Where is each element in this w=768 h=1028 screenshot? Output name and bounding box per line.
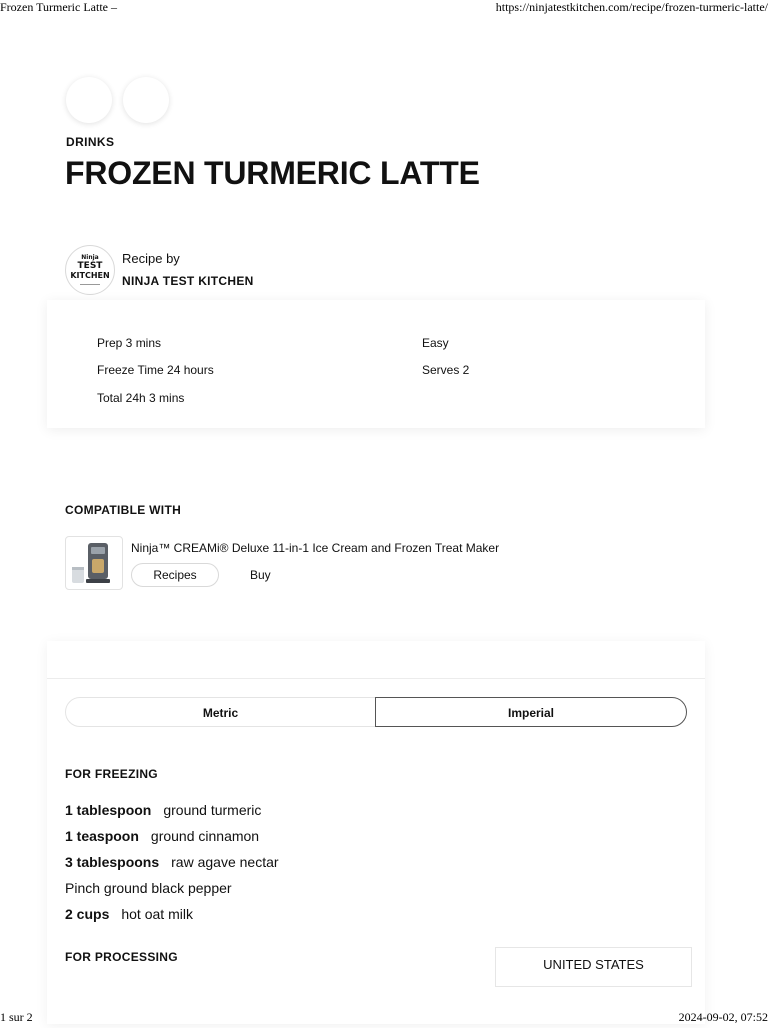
product-image[interactable] [65, 536, 123, 590]
logo-text-kitchen: KITCHEN [70, 271, 110, 280]
ingredient-item [65, 906, 193, 922]
recipe-category[interactable]: DRINKS [66, 135, 115, 149]
prep-time: Prep 3 mins [97, 336, 162, 350]
ingredient-name: hot oat milk [121, 906, 193, 922]
share-button[interactable] [66, 77, 112, 123]
author-name[interactable]: NINJA TEST KITCHEN [122, 274, 254, 288]
ingredient-item [65, 802, 261, 818]
product-name[interactable]: Ninja™ CREAMi® Deluxe 11-in-1 Ice Cream and Frozen Treat Maker [131, 541, 500, 555]
difficulty: Easy [422, 336, 449, 350]
ingredient-quantity: 3 tablespoons [65, 854, 160, 870]
page-title: FROZEN TURMERIC LATTE [65, 155, 480, 191]
ingredient-quantity: 1 tablespoon [65, 802, 152, 818]
product-buy-link[interactable]: Buy [250, 568, 271, 582]
save-button[interactable] [123, 77, 169, 123]
print-header [0, 0, 768, 18]
ingredient-item [65, 854, 279, 870]
for-freezing-heading: FOR FREEZING [65, 767, 158, 781]
ingredient-item [65, 828, 259, 844]
ingredient-item [65, 880, 232, 896]
logo-text-ninja: Ninja [81, 254, 99, 261]
ingredient-name: ground cinnamon [150, 828, 260, 844]
country-selector[interactable]: UNITED STATES [495, 947, 692, 987]
unit-toggle-metric[interactable]: Metric [65, 697, 376, 727]
unit-toggle-imperial[interactable]: Imperial [375, 697, 687, 727]
ingredient-name: raw agave nectar [171, 854, 279, 870]
recipe-by-label: Recipe by [122, 251, 180, 266]
card-divider [47, 678, 705, 679]
compatible-with-heading: COMPATIBLE WITH [65, 503, 182, 517]
logo-text-test: TEST [77, 261, 103, 271]
freeze-time: Freeze Time 24 hours [97, 363, 214, 377]
servings: Serves 2 [422, 363, 470, 377]
product-recipes-button[interactable]: Recipes [131, 563, 219, 587]
for-processing-heading: FOR PROCESSING [65, 950, 178, 964]
ingredient-name: ground turmeric [163, 802, 262, 818]
total-time: Total 24h 3 mins [97, 391, 185, 405]
ingredient-quantity: 2 cups [65, 906, 110, 922]
author-logo[interactable] [65, 245, 115, 295]
print-footer [0, 1010, 768, 1028]
ice-cream-maker-icon [66, 537, 122, 589]
ingredient-name: Pinch ground black pepper [65, 880, 232, 896]
logo-divider [80, 284, 100, 285]
ingredient-quantity: 1 teaspoon [65, 828, 139, 844]
print-page-number: 1 sur 2 [0, 1010, 33, 1024]
print-datetime: 2024-09-02, 07:52 [678, 1010, 768, 1024]
print-page-title: Frozen Turmeric Latte – [0, 0, 117, 14]
print-page-url: https://ninjatestkitchen.com/recipe/frozen-turmeric-latte/ [495, 0, 768, 14]
